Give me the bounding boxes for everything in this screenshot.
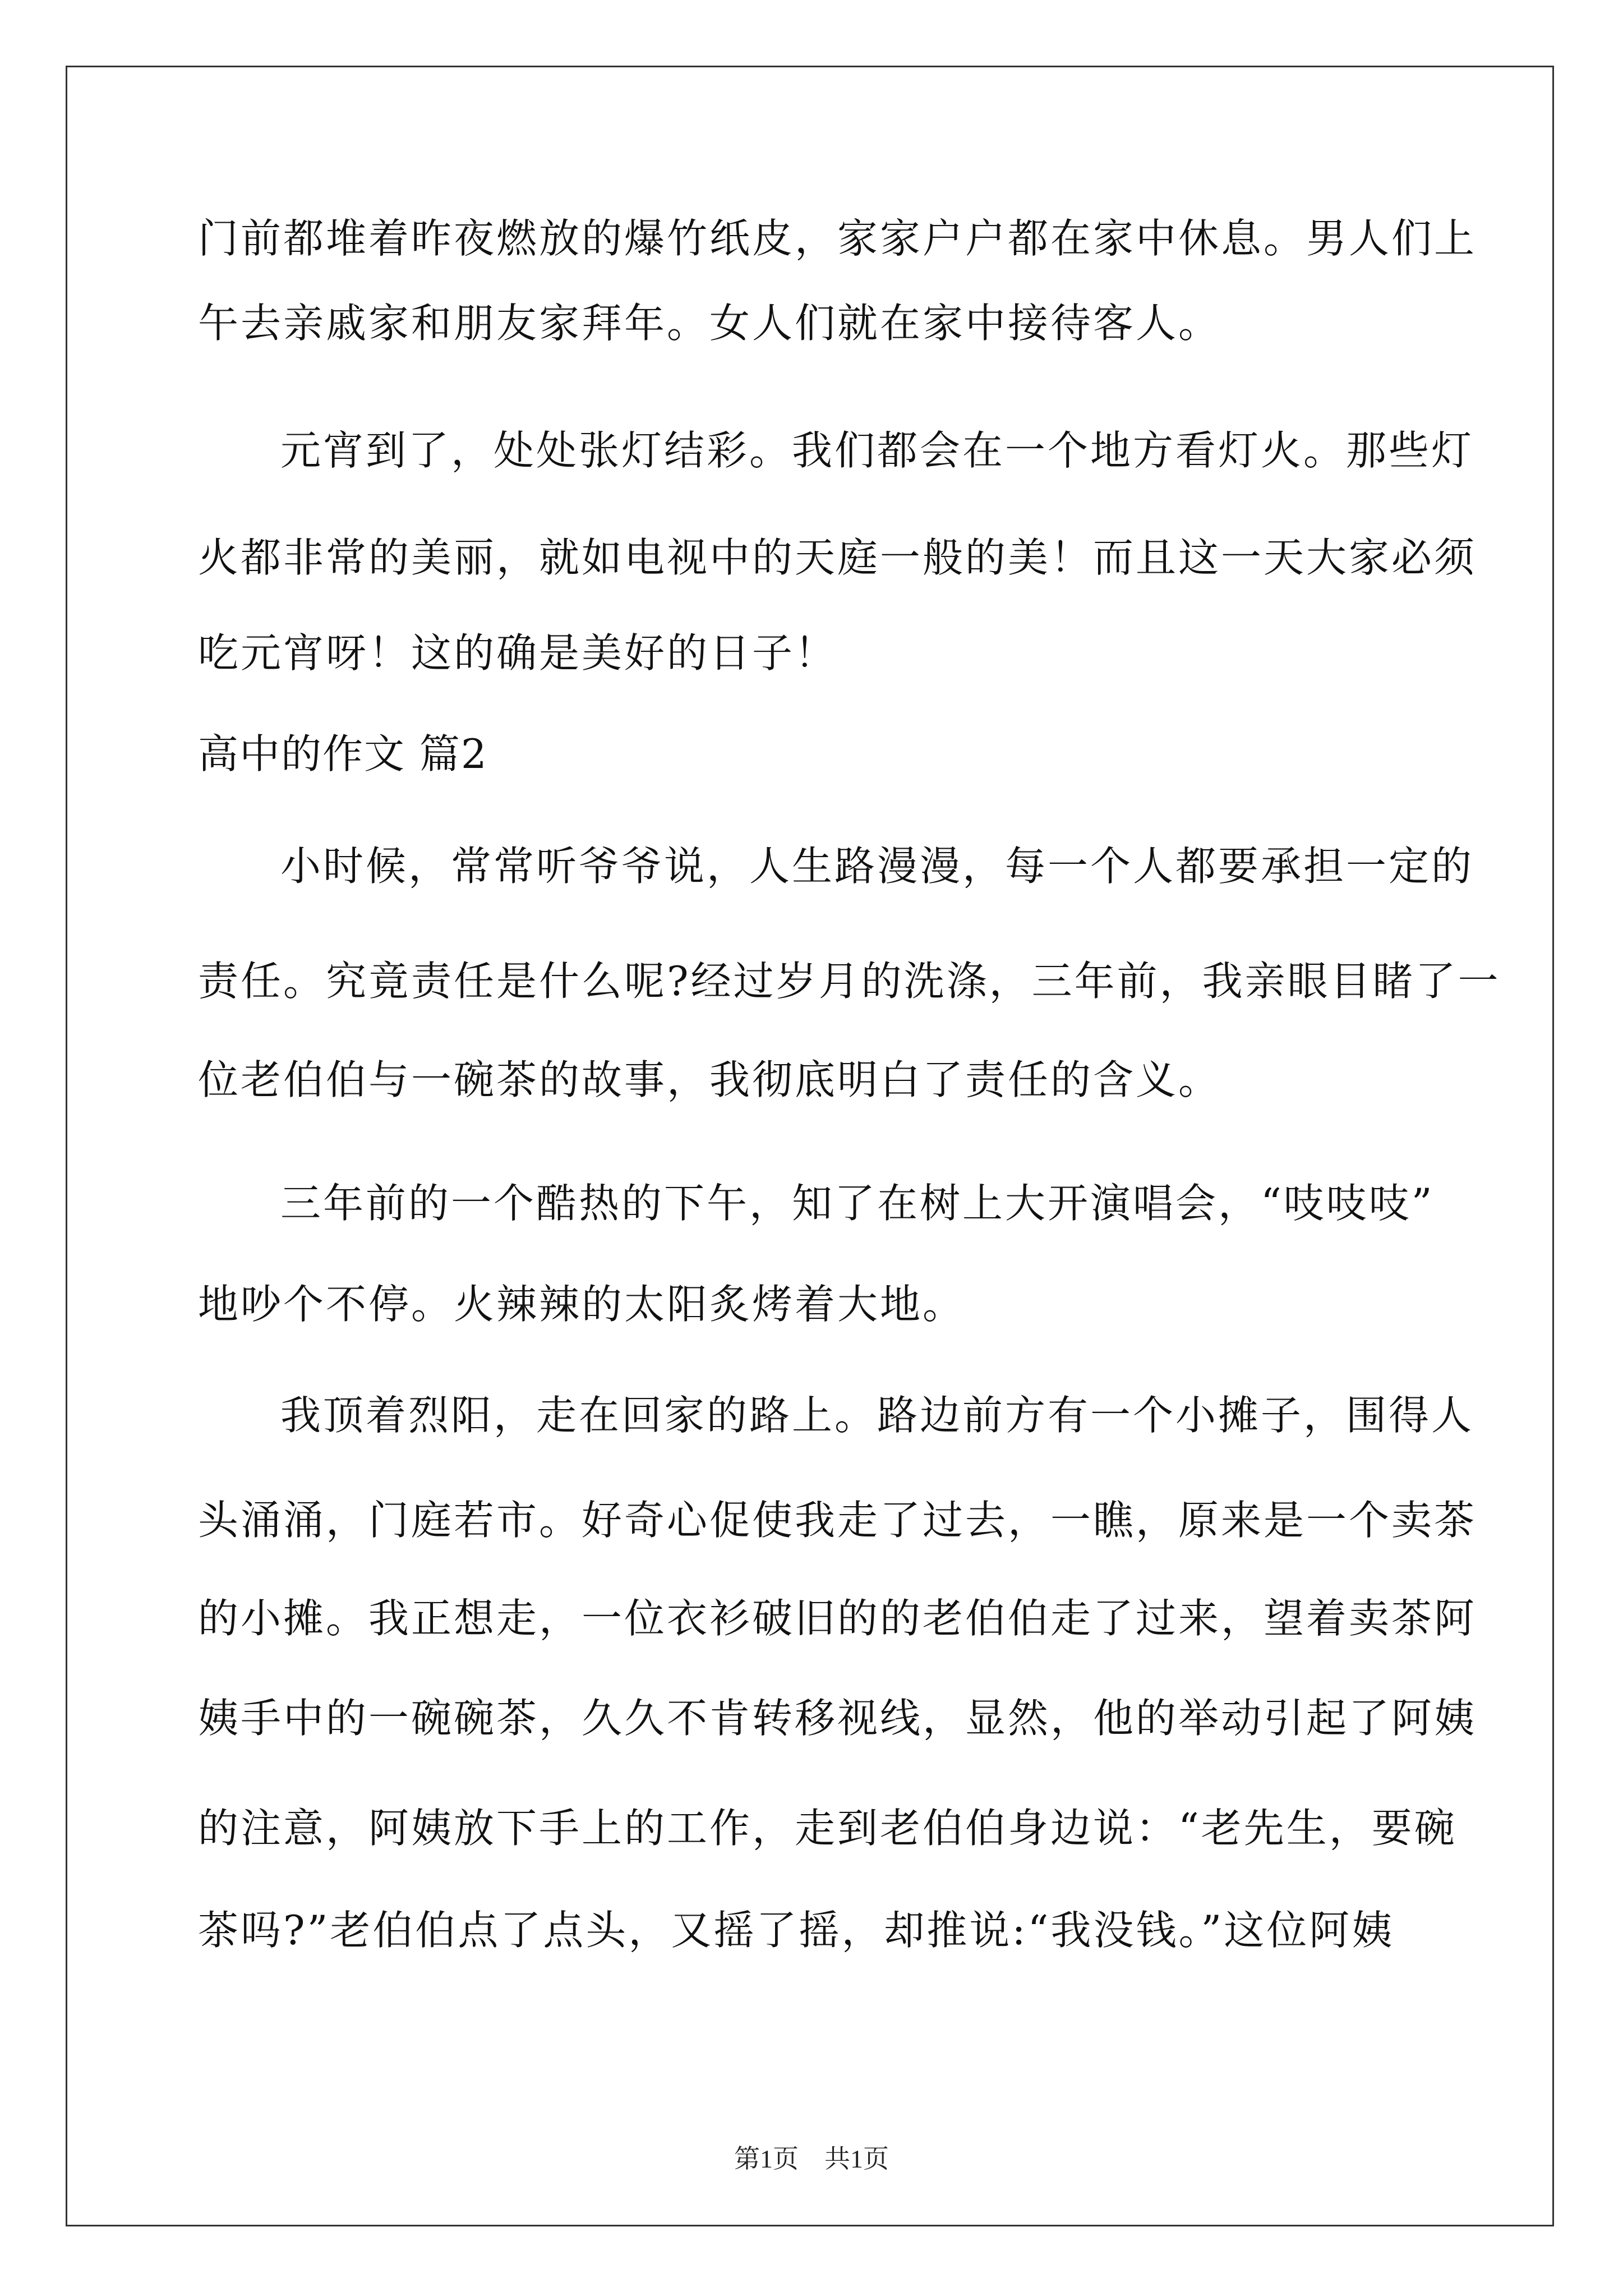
text-line: 的注意，阿姨放下手上的工作，走到老伯伯身边说：“老先生，要碗 [198,1805,1457,1852]
text-line: 吃元宵呀！这的确是美好的日子！ [198,629,838,677]
text-line: 的小摊。我正想走，一位衣衫破旧的的老伯伯走了过来，望着卖茶阿 [198,1595,1477,1642]
text-line: 小时候，常常听爷爷说，人生路漫漫，每一个人都要承担一定的 [280,843,1474,890]
text-line: 头涌涌，门庭若市。好奇心促使我走了过去，一瞧，原来是一个卖茶 [198,1497,1477,1544]
section-heading: 高中的作文 篇2 [198,730,488,777]
text-line: 位老伯伯与一碗茶的故事，我彻底明白了责任的含义。 [198,1056,1221,1103]
text-line: 午去亲戚家和朋友家拜年。女人们就在家中接待客人。 [198,300,1221,347]
text-line: 三年前的一个酷热的下午，知了在树上大开演唱会，“吱吱吱” [280,1180,1435,1227]
text-line: 门前都堆着昨夜燃放的爆竹纸皮，家家户户都在家中休息。男人们上 [198,215,1477,262]
text-line: 我顶着烈阳，走在回家的路上。路边前方有一个小摊子，围得人 [280,1392,1474,1439]
text-line: 地吵个不停。火辣辣的太阳炙烤着大地。 [198,1281,966,1328]
text-line: 元宵到了，处处张灯结彩。我们都会在一个地方看灯火。那些灯 [280,427,1474,474]
text-line: 茶吗?”老伯伯点了点头，又摇了摇，却推说:“我没钱。”这位阿姨 [198,1907,1395,1954]
text-line: 姨手中的一碗碗茶，久久不肯转移视线，显然，他的举动引起了阿姨 [198,1695,1477,1742]
page-number-footer: 第1页 共1页 [734,2145,889,2173]
text-line: 火都非常的美丽，就如电视中的天庭一般的美！而且这一天大家必须 [198,534,1477,581]
page-frame [66,66,1554,2226]
text-line: 责任。究竟责任是什么呢?经过岁月的洗涤，三年前，我亲眼目睹了一 [198,958,1501,1005]
